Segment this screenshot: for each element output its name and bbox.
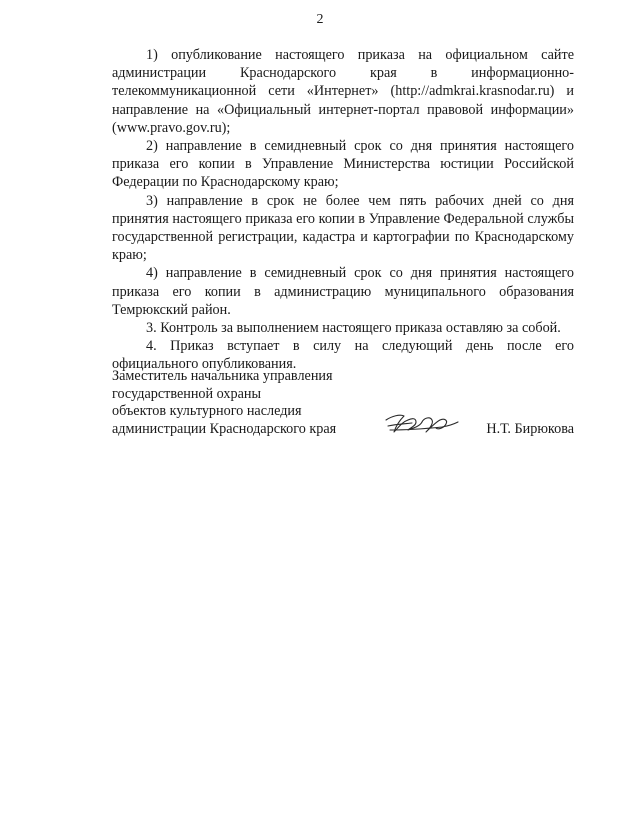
paragraph-publication: 1) опубликование настоящего приказа на официальном сайте администрации Краснодарского края в информационно-телекоммуникационной сети «Интернет» (http://admkrai.krasnodar.ru) и направление на «Официальный интернет-портал правовой информации» (www.pravo.gov.ru); [112, 47, 574, 136]
paragraph-effective-date: 4. Приказ вступает в силу на следующий день после его официального опубликования. [112, 338, 574, 373]
paragraph-municipality: 4) направление в семидневный срок со дня принятия настоящего приказа его копии в администрацию муниципального образования Темрюкский район. [112, 265, 574, 318]
signatory-position-line: Заместитель начальника управления [112, 368, 333, 384]
signatory-position [112, 368, 372, 438]
signatory-name: Н.Т. Бирюкова [486, 421, 574, 437]
paragraph-control: 3. Контроль за выполнением настоящего приказа оставляю за собой. [146, 320, 561, 337]
handwritten-signature-icon [382, 408, 462, 438]
signatory-position-line: администрации Краснодарского края [112, 420, 337, 437]
signatory-position-line: государственной охраны [112, 385, 262, 402]
page-number: 2 [316, 12, 324, 27]
signatory-position-line: объектов культурного наследия [112, 403, 302, 420]
document-body [112, 46, 574, 374]
paragraph-justice-ministry: 2) направление в семидневный срок со дня принятия настоящего приказа его копии в Управление Министерства юстиции Российской Федерации по Краснодарскому краю; [112, 138, 574, 191]
paragraph-registry-service: 3) направление в срок не более чем пять рабочих дней со дня принятия настоящего приказа его копии в Управление Федеральной службы государственной регистрации, кадастра и картографии по Краснодарскому краю; [112, 192, 574, 264]
signature-block [112, 368, 574, 448]
